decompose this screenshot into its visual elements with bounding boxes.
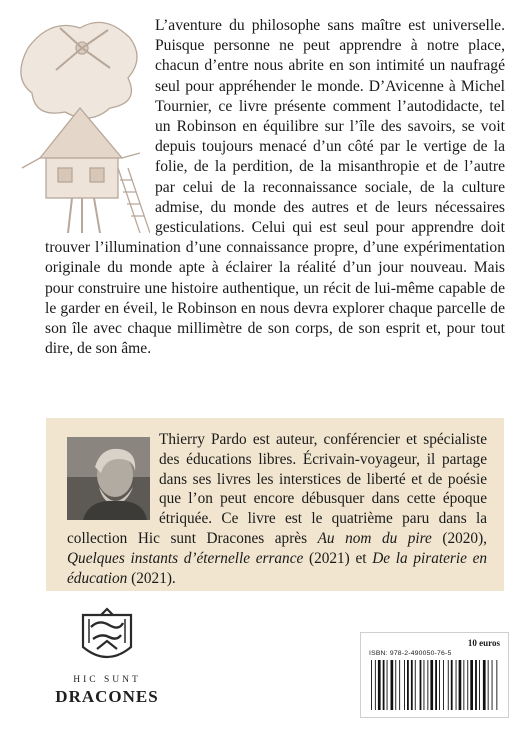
barcode-bar bbox=[407, 660, 409, 710]
book-title-2: Quelques instants d’éternelle errance bbox=[67, 549, 304, 567]
price: 10 euros bbox=[467, 638, 500, 648]
barcode-bar bbox=[415, 660, 416, 710]
author-bio-box bbox=[46, 418, 504, 591]
publisher-name-line1: HIC SUNT bbox=[73, 675, 141, 685]
barcode-bar bbox=[391, 660, 394, 710]
barcode-bar bbox=[456, 660, 457, 710]
barcode-bar bbox=[448, 660, 449, 710]
barcode-bar bbox=[443, 660, 444, 710]
barcode-bar bbox=[479, 660, 480, 710]
barcode-bar bbox=[399, 660, 400, 710]
publisher-name-line2: DRACONES bbox=[55, 687, 159, 706]
barcode-bar bbox=[483, 660, 486, 710]
barcode-bar bbox=[383, 660, 385, 710]
barcode-bar bbox=[496, 660, 497, 710]
barcode-bar bbox=[439, 660, 440, 710]
author-bio: Thierry Pardo est auteur, conférencier et spécialiste des éducations libres. Écrivain-voyageur, il partage dans ses livres les interstices de liberté et de poésie que l’on peut encore débusquer dans cette époque étriquée. Ce livre est le quatrième paru dans la collection Hic sunt Dracones après Au nom du pire (2020), Quelques instants d’éternelle errance (2021) et De la piraterie en éducation (2021). bbox=[67, 431, 488, 587]
barcode-bar bbox=[459, 660, 462, 710]
publisher-logo bbox=[52, 605, 162, 727]
price-barcode-box bbox=[360, 632, 509, 718]
photo-wrap-space bbox=[67, 430, 159, 518]
barcode-bar bbox=[435, 660, 437, 710]
barcode-bar bbox=[387, 660, 388, 710]
barcode-bar bbox=[475, 660, 477, 710]
barcode-bar bbox=[430, 660, 433, 710]
dragon-emblem-icon bbox=[79, 607, 135, 669]
book-title-1: Au nom du pire bbox=[317, 529, 432, 547]
barcode-bar bbox=[371, 660, 372, 710]
barcode-bar bbox=[420, 660, 422, 710]
barcode-bar bbox=[404, 660, 405, 710]
barcode bbox=[369, 660, 500, 710]
barcode-bar bbox=[467, 660, 468, 710]
barcode-bar bbox=[451, 660, 453, 710]
barcode-bar bbox=[470, 660, 473, 710]
barcode-bar bbox=[463, 660, 464, 710]
barcode-bar bbox=[424, 660, 425, 710]
barcode-bar bbox=[375, 660, 376, 710]
barcode-bar bbox=[378, 660, 381, 710]
barcode-bar bbox=[411, 660, 413, 710]
barcode-bar bbox=[427, 660, 428, 710]
barcode-bar bbox=[488, 660, 489, 710]
barcode-bar bbox=[395, 660, 396, 710]
back-cover-blurb: L’aventure du philosophe sans maître est universelle. Puisque personne ne peut apprendre à notre place, chacun d’entre nous abrite en son intimité un naufragé seul pour appréhender le monde. D’Avicenne à Michel Tournier, ce livre présente comment l’autodidacte, tel un Robinson en équilibre sur l’île des savoirs, se voit depuis toujours menacé d’un côté par le vertige de la folie, de la perdition, de la misanthropie et de l’autre par celui de la reconnaissance sociale, de la culture admise, du monde des autres et de leurs nécessaires gesticulations. Celui qui est seul pour apprendre doit trouver l’illumination d’une connaissance propre, d’une expérimentation originale du monde apte à éclairer la réalité d’un jour nouveau. Mais pour construire une histoire authentique, un récit de lui-même capable de le garder en éveil, le Robinson en nous devra explorer chaque parcelle de son île avec chaque millimètre de son corps, de son esprit et, pour tout dire, de son âme. bbox=[45, 17, 505, 358]
book-title-3: De la piraterie en éducation bbox=[67, 549, 488, 587]
isbn: ISBN: 978-2-490050-76-5 bbox=[369, 650, 452, 657]
illustration-wrap-space bbox=[45, 16, 155, 238]
barcode-bar bbox=[492, 660, 493, 710]
